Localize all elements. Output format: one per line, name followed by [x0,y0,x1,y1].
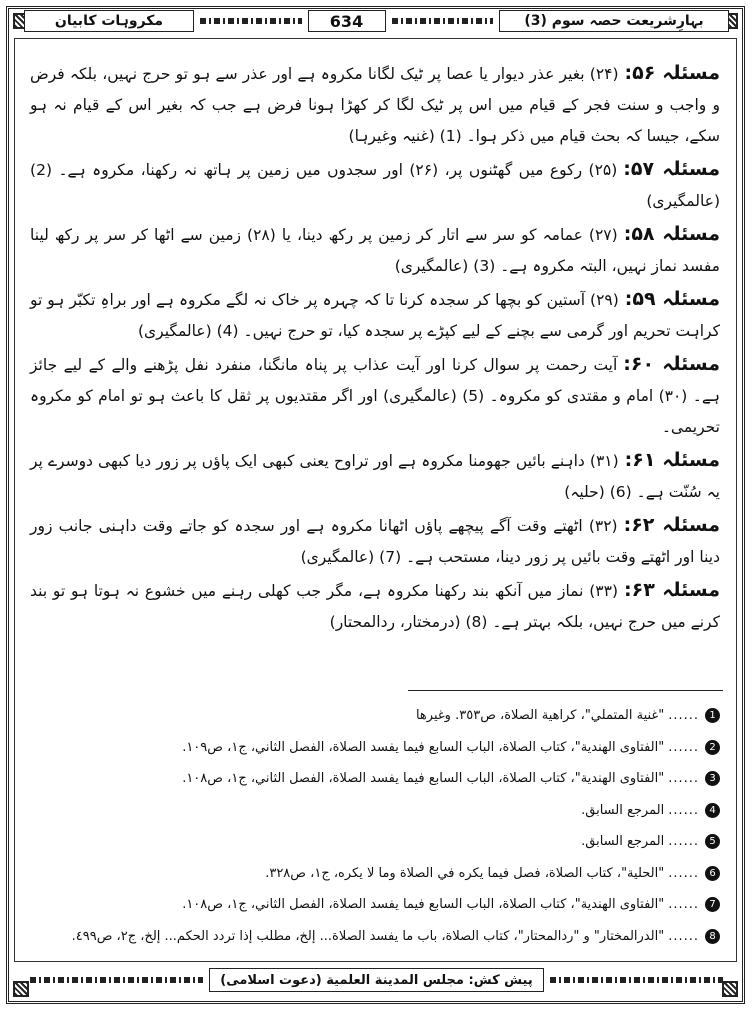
footnote [30,889,720,921]
footnote-leader: ...... [668,865,699,881]
book-title: بہارِشریعت حصہ سوم (3) [499,10,729,32]
masala-paragraph [30,219,720,282]
header-divider [392,18,494,24]
footnote-leader: ...... [668,897,699,913]
footnote [30,700,720,732]
masala-paragraph [30,445,720,508]
masala-label: مسئلہ ۶۲: [623,514,721,536]
masala-text: (۳۲) اٹھتے وقت آگے پیچھے پاؤں اٹھانا مکروہ ہے اور سجدہ کو جاتے وقت داہنی جانب زور دینا اور اٹھتے وقت بائیں پر زور دینا، مستحب ہے۔ (7) (عالمگیری) [30,517,720,566]
page-number: 634 [308,10,386,32]
footnote-number: 8 [705,929,720,944]
footnote-number: 5 [705,834,720,849]
footnote-text: "الفتاوى الهندية"، كتاب الصلاة، الباب السابع فيما يفسد الصلاة، الفصل الثاني، ج١، ص١٠٩. [182,739,665,755]
footnote-leader: ...... [668,739,699,755]
publisher-org: (دعوت اسلامی) [220,972,322,988]
footnote-text: المرجع السابق. [581,802,665,818]
footnote [30,795,720,827]
footnote-number: 3 [705,771,720,786]
footnote [30,858,720,890]
footnote-leader: ...... [668,928,699,944]
footnote-text: "الفتاوى الهندية"، كتاب الصلاة، الباب السابع فيما يفسد الصلاة، الفصل الثاني، ج١، ص١٠٨. [182,897,665,913]
masala-paragraph [30,284,720,347]
footnote [30,921,720,953]
main-text [30,58,720,640]
masala-label: مسئلہ ۵۶: [624,62,720,84]
footnote [30,826,720,858]
masala-text: (۳۱) داہنے بائیں جھومنا مکروہ ہے اور تراوح یعنی کبھی ایک پاؤں پر زور دیا کبھی دوسرے پر یہ سُنّت ہے۔ (6) (حلیہ) [30,452,720,501]
masala-paragraph [30,575,720,638]
footnote-text: "الفتاوى الهندية"، كتاب الصلاة، الباب السابع فيما يفسد الصلاة، الفصل الثاني، ج١، ص١٠٨. [182,771,665,787]
footnote-text: المرجع السابق. [581,834,665,850]
chapter-title: مکروہات کابیان [24,10,194,32]
footnote-leader: ...... [668,834,699,850]
masala-text: (۲۹) آستین کو بچھا کر سجدہ کرنا تا کہ چہرہ پر خاک نہ لگے مکروہ ہے اور براہِ تکبّر ہو تو کراہت تحریم اور گرمی سے بچنے کے لیے کپڑے پر سجدہ کیا، تو حرج نہیں۔ (4) (عالمگیری) [30,291,720,340]
footnotes [30,700,720,952]
masala-paragraph [30,349,720,443]
masala-text: (۳۳) نماز میں آنکھ بند رکھنا مکروہ ہے، مگر جب کھلی رہنے میں خشوع نہ ہوتا ہو تو بند کرنے میں حرج نہیں، بلکہ بہتر ہے۔ (8) (درمختار، ردالمحتار) [30,582,720,631]
footnote-number: 2 [705,740,720,755]
masala-paragraph [30,58,720,152]
masala-text: (۲۴) بغیر عذر دیوار یا عصا پر ٹیک لگانا مکروہ ہے اور عذر سے ہو تو حرج نہیں، بلکہ فرض و واجب و سنت فجر کے قیام میں اس پر ٹیک لگا کر کھڑا ہونا فرض ہے جب کہ بغیر اس کے قیام نہ ہو سکے، جیسا کہ بحث قیام میں ذکر ہوا۔ (1) (غنیہ وغیرہا) [30,65,720,145]
publisher-box [209,968,543,992]
footnote-separator [408,690,723,691]
header-divider [200,18,302,24]
footnote-leader: ...... [668,708,699,724]
footnote-leader: ...... [668,771,699,787]
masala-label: مسئلہ ۵۹: [624,288,720,310]
footnote-number: 6 [705,866,720,881]
masala-text: آیت رحمت پر سوال کرنا اور آیت عذاب پر پناہ مانگنا، منفرد نفل پڑھنے والے کے لیے جائز ہے۔ (۳۰) امام و مقتدی کو مکروہ۔ (5) (عالمگیری) اور اگر مقتدیوں پر ثقل کا باعث ہو تو امام کو مکروہ تحریمی۔ [30,356,720,436]
page-footer [24,965,729,995]
footnote-number: 1 [705,708,720,723]
footnote-text: "الحلية"، كتاب الصلاة، فصل فيما يكره في الصلاة وما لا يكره، ج١، ص٣٢٨. [265,865,665,881]
masala-label: مسئلہ ۶۰: [623,353,720,375]
masala-label: مسئلہ ۵۸: [623,223,720,245]
footnote-number: 7 [705,897,720,912]
page-header [24,8,729,34]
masala-text: (۲۷) عمامہ کو سر سے اتار کر زمین پر رکھ دینا، یا (۲۸) زمین سے اٹھا کر سر پر رکھ لینا مفسد نماز نہیں، البتہ مکروہ ہے۔ (3) (عالمگیری) [30,226,720,275]
masala-label: مسئلہ ۶۳: [624,579,721,601]
footer-prefix: پیش کش: [468,972,533,988]
masala-text: (۲۵) رکوع میں گھٹنوں پر، (۲۶) اور سجدوں میں زمین پر ہاتھ نہ رکھنا، مکروہ ہے۔ (2) (عالمگیری) [30,161,720,210]
masala-label: مسئلہ ۵۷: [623,158,721,180]
footnote-number: 4 [705,803,720,818]
footer-divider [30,977,203,983]
footnote-text: "غنية المتملي"، كراهية الصلاة، ص٣٥٣. وغيرها [415,708,665,724]
masala-paragraph [30,154,720,217]
footer-divider [550,977,723,983]
footnote [30,732,720,764]
footnote-text: "الدرالمختار" و "ردالمحتار"، كتاب الصلاة، باب ما يفسد الصلاة... إلخ، مطلب إذا تردد الحكم... إلخ، ج٢، ص٤٩٩. [71,928,665,944]
masala-paragraph [30,510,720,573]
publisher-name: مجلس المدينة العلمية [326,972,464,988]
masala-label: مسئلہ ۶۱: [624,449,720,471]
footnote [30,763,720,795]
footnote-leader: ...... [668,802,699,818]
